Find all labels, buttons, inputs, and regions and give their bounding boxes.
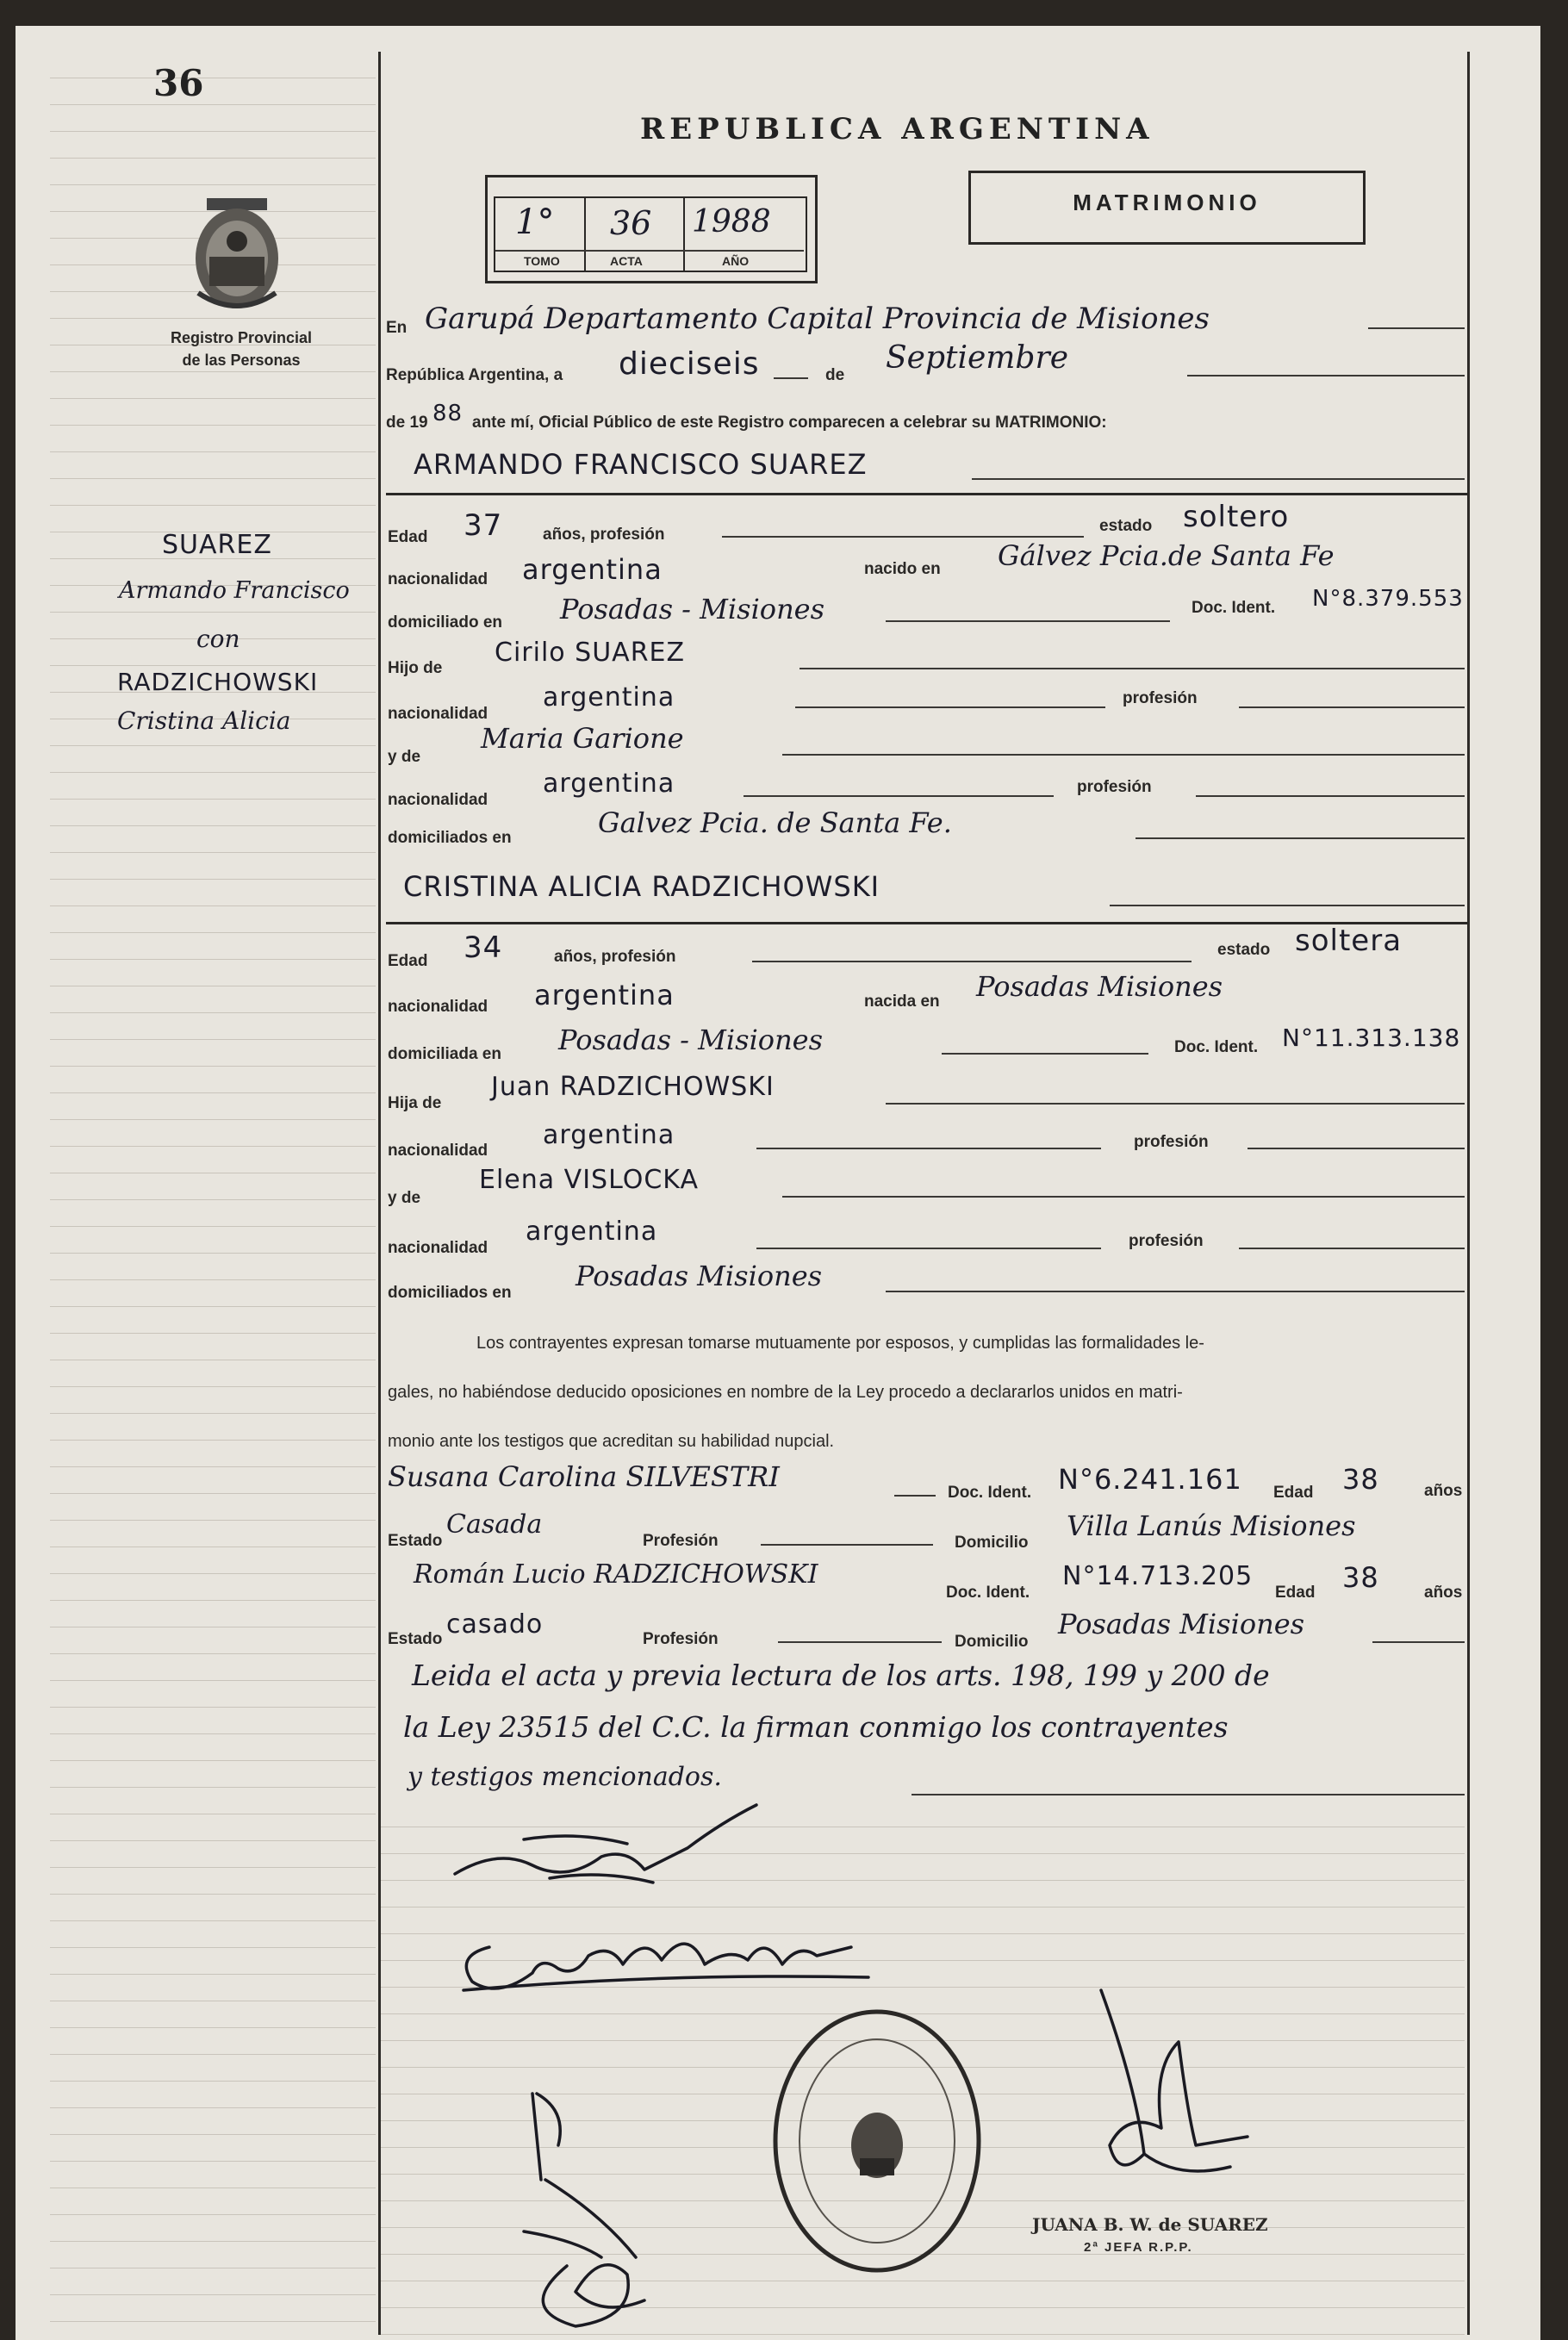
bride-mother-nacionalidad-label: nacionalidad — [388, 1239, 488, 1257]
ruled-line — [50, 1947, 376, 1948]
witness2-doc: N°14.713.205 — [1062, 1561, 1254, 1591]
margin-names-1: Armando Francisco — [119, 577, 350, 604]
witness2-doc-label: Doc. Ident. — [946, 1584, 1030, 1602]
groom-address: Posadas - Misiones — [560, 593, 825, 625]
bride-document-number: N°11.313.138 — [1282, 1024, 1461, 1052]
bride-mother-profesion-label: profesión — [1129, 1232, 1204, 1250]
bride-birthplace: Posadas Misiones — [976, 970, 1223, 1003]
ruled-line — [50, 158, 376, 159]
witness2-domicilio-label: Domicilio — [955, 1633, 1029, 1651]
groom-nationality: argentina — [522, 553, 663, 586]
ruled-line — [50, 1279, 376, 1280]
ruled-line — [50, 104, 376, 105]
groom-hijo-label: Hijo de — [388, 659, 443, 677]
acta-label: ACTA — [610, 254, 643, 268]
groom-edad-label: Edad — [388, 528, 428, 546]
groom-signature — [429, 1796, 791, 1908]
witness2-edad-label: Edad — [1275, 1584, 1316, 1602]
groom-profesion-label: años, profesión — [543, 526, 665, 544]
ruled-line — [50, 612, 376, 613]
ruled-line — [50, 398, 376, 399]
margin-line-right — [1467, 52, 1470, 2335]
groom-marital-status: soltero — [1183, 500, 1290, 534]
ruled-line — [50, 1653, 376, 1654]
official-seal-icon — [765, 1999, 989, 2283]
margin-surname-1: SUAREZ — [162, 530, 272, 560]
ruled-line — [50, 1733, 376, 1734]
witness1-estado-label: Estado — [388, 1532, 443, 1550]
ruled-line — [50, 799, 376, 800]
margin-names-2: Cristina Alicia — [117, 706, 291, 735]
bride-nationality: argentina — [534, 979, 675, 1011]
ruled-line — [50, 2161, 376, 2162]
tomo-value: 1° — [515, 202, 555, 242]
ruled-line — [50, 1146, 376, 1147]
margin-surname-2: RADZICHOWSKI — [117, 668, 319, 696]
ruled-line — [50, 2027, 376, 2028]
ruled-line — [50, 1333, 376, 1334]
groom-parents-address: Galvez Pcia. de Santa Fe. — [598, 806, 952, 839]
ruled-line — [50, 879, 376, 880]
ruled-line — [50, 478, 376, 479]
witness1-address: Villa Lanús Misiones — [1067, 1509, 1356, 1542]
witness1-name: Susana Carolina SILVESTRI — [388, 1460, 780, 1493]
label-en: En — [386, 319, 408, 337]
ruled-line — [50, 1600, 376, 1601]
value-place: Garupá Departamento Capital Provincia de Misiones — [425, 302, 1210, 336]
ruled-line — [50, 1226, 376, 1227]
ruled-line — [50, 1039, 376, 1040]
ruled-line — [50, 932, 376, 933]
bride-father-nacionalidad-label: nacionalidad — [388, 1142, 488, 1160]
ruled-line — [50, 505, 376, 506]
groom-nacionalidad-label: nacionalidad — [388, 570, 488, 588]
ruled-line — [50, 184, 376, 185]
registry-page — [16, 26, 1540, 2340]
bride-doc-label: Doc. Ident. — [1174, 1038, 1259, 1056]
value-year: 88 — [432, 401, 464, 426]
witness1-edad-label: Edad — [1273, 1484, 1314, 1502]
witness2-age: 38 — [1342, 1561, 1379, 1594]
ruled-line — [50, 1920, 376, 1921]
groom-father-nacionalidad-label: nacionalidad — [388, 705, 488, 723]
official-title: 2ª JEFA R.P.P. — [1084, 2240, 1193, 2255]
margin-con: con — [196, 625, 240, 653]
bride-mother-name: Elena VISLOCKA — [479, 1165, 699, 1195]
bride-edad-label: Edad — [388, 952, 428, 970]
ruled-line — [50, 1012, 376, 1013]
witness1-marital-status: Casada — [446, 1509, 543, 1540]
ruled-line — [50, 1440, 376, 1441]
bride-father-profesion-label: profesión — [1134, 1133, 1209, 1151]
ruled-line — [50, 1867, 376, 1868]
groom-doc-label: Doc. Ident. — [1192, 599, 1276, 617]
groom-mother-nationality: argentina — [543, 769, 675, 799]
record-type: MATRIMONIO — [1073, 190, 1261, 215]
bride-parents-address: Posadas Misiones — [576, 1260, 823, 1292]
witness1-doc: N°6.241.161 — [1058, 1463, 1242, 1496]
bride-estado-label: estado — [1217, 941, 1271, 959]
witness1-anos-label: años — [1424, 1482, 1463, 1500]
ruled-line — [50, 1493, 376, 1494]
ruled-line — [50, 1894, 376, 1895]
groom-father-profesion-label: profesión — [1123, 689, 1198, 707]
ruled-line — [50, 1066, 376, 1067]
ruled-line — [50, 2107, 376, 2108]
closing-line3: y testigos mencionados. — [408, 1762, 722, 1792]
ruled-line — [50, 1787, 376, 1788]
ruled-line — [50, 852, 376, 853]
ruled-line — [50, 2134, 376, 2135]
witness1-doc-label: Doc. Ident. — [948, 1484, 1032, 1502]
value-day: dieciseis — [619, 346, 760, 382]
groom-father-name: Cirilo SUAREZ — [495, 638, 686, 668]
ano-label: AÑO — [722, 254, 750, 268]
bride-address: Posadas - Misiones — [558, 1024, 824, 1056]
ruled-line — [50, 1760, 376, 1761]
ruled-line — [50, 772, 376, 773]
ruled-line — [50, 1119, 376, 1120]
bride-hija-label: Hija de — [388, 1094, 442, 1112]
witness1-domicilio-label: Domicilio — [955, 1534, 1029, 1552]
groom-mother-profesion-label: profesión — [1077, 778, 1152, 796]
ruled-line — [50, 2081, 376, 2082]
witness1-profesion-label: Profesión — [643, 1532, 719, 1550]
ano-value: 1988 — [692, 204, 771, 240]
bride-yde-label: y de — [388, 1189, 421, 1207]
margin-line-left — [378, 52, 381, 2335]
closing-line2: la Ley 23515 del C.C. la firman conmigo los contrayentes — [403, 1710, 1229, 1744]
ruled-line — [50, 131, 376, 132]
declaration-line2: gales, no habiéndose deducido oposiciones en nombre de la Ley procedo a declararlos unidos en matri- — [388, 1383, 1183, 1402]
groom-mother-name: Maria Garione — [481, 722, 684, 755]
closing-line1: Leida el acta y previa lectura de los arts. 198, 199 y 200 de — [412, 1659, 1270, 1692]
bride-age: 34 — [464, 930, 503, 965]
ruled-line — [50, 1707, 376, 1708]
bride-father-nationality: argentina — [543, 1120, 675, 1150]
official-signature — [1058, 1982, 1282, 2206]
witness2-anos-label: años — [1424, 1584, 1463, 1602]
declaration-line3: monio ante los testigos que acreditan su habilidad nupcial. — [388, 1432, 835, 1451]
bride-domiciliada-label: domiciliada en — [388, 1045, 501, 1063]
bride-full-name: CRISTINA ALICIA RADZICHOWSKI — [403, 870, 880, 903]
ruled-line — [50, 1413, 376, 1414]
groom-yde-label: y de — [388, 748, 421, 766]
ruled-line — [50, 425, 376, 426]
groom-parents-domicilio-label: domiciliados en — [388, 829, 512, 847]
groom-estado-label: estado — [1099, 517, 1153, 535]
ruled-line — [50, 665, 376, 666]
official-name: JUANA B. W. de SUAREZ — [1032, 2214, 1268, 2235]
bride-mother-nationality: argentina — [526, 1217, 658, 1247]
groom-mother-nacionalidad-label: nacionalidad — [388, 791, 488, 809]
ruled-line — [50, 2241, 376, 2242]
acta-value: 36 — [610, 204, 652, 242]
page-number: 36 — [153, 62, 204, 104]
bride-profesion-label: años, profesión — [554, 948, 676, 966]
ruled-line — [50, 2214, 376, 2215]
witness2-address: Posadas Misiones — [1058, 1608, 1305, 1640]
label-de: de — [825, 366, 845, 384]
groom-age: 37 — [464, 508, 503, 543]
ruled-line — [50, 1253, 376, 1254]
country-heading: REPUBLICA ARGENTINA — [640, 112, 1154, 146]
label-year-prefix: de 19 — [386, 414, 428, 432]
groom-nacido-label: nacido en — [864, 560, 941, 578]
ruled-line — [50, 2054, 376, 2055]
groom-father-nationality: argentina — [543, 682, 675, 713]
groom-full-name: ARMANDO FRANCISCO SUAREZ — [414, 448, 868, 481]
witness-signatures — [498, 2059, 722, 2340]
witness1-age: 38 — [1342, 1463, 1379, 1496]
ruled-line — [50, 1092, 376, 1093]
witness2-estado-label: Estado — [388, 1630, 443, 1648]
witness2-name: Román Lucio RADZICHOWSKI — [414, 1559, 818, 1590]
registry-name-line2: de las Personas — [182, 352, 301, 369]
ruled-line — [50, 2294, 376, 2295]
ruled-line — [50, 745, 376, 746]
coat-of-arms-icon — [181, 190, 293, 319]
ruled-line — [50, 959, 376, 960]
ruled-line — [50, 451, 376, 452]
bride-nacida-label: nacida en — [864, 993, 940, 1011]
witness2-profesion-label: Profesión — [643, 1630, 719, 1648]
ruled-line — [50, 825, 376, 826]
groom-document-number: N°8.379.553 — [1312, 586, 1464, 612]
label-republica: República Argentina, a — [386, 366, 563, 384]
ruled-line — [50, 1520, 376, 1521]
label-ante-mi: ante mí, Oficial Público de este Registro comparecen a celebrar su MATRIMONIO: — [472, 414, 1107, 432]
value-month: Septiembre — [886, 340, 1068, 376]
registry-name-line1: Registro Provincial — [170, 329, 313, 346]
bride-parents-domicilio-label: domiciliados en — [388, 1284, 512, 1302]
ruled-line — [50, 1840, 376, 1841]
witness2-marital-status: casado — [446, 1609, 544, 1640]
bride-nacionalidad-label: nacionalidad — [388, 998, 488, 1016]
ruled-line — [50, 1680, 376, 1681]
ruled-line — [50, 1466, 376, 1467]
ruled-line — [50, 1974, 376, 1975]
ruled-line — [50, 1573, 376, 1574]
tomo-label: TOMO — [524, 254, 560, 268]
ruled-line — [50, 2321, 376, 2322]
groom-domiciliado-label: domiciliado en — [388, 613, 503, 632]
bride-marital-status: soltera — [1295, 924, 1403, 958]
groom-birthplace: Gálvez Pcia.de Santa Fe — [998, 539, 1335, 572]
ruled-line — [50, 1306, 376, 1307]
bride-father-name: Juan RADZICHOWSKI — [491, 1072, 775, 1102]
ruled-line — [50, 1199, 376, 1200]
ruled-line — [50, 371, 376, 372]
ruled-line — [50, 1386, 376, 1387]
declaration-line1: Los contrayentes expresan tomarse mutuamente por esposos, y cumplidas las formalidades le- — [476, 1334, 1204, 1353]
